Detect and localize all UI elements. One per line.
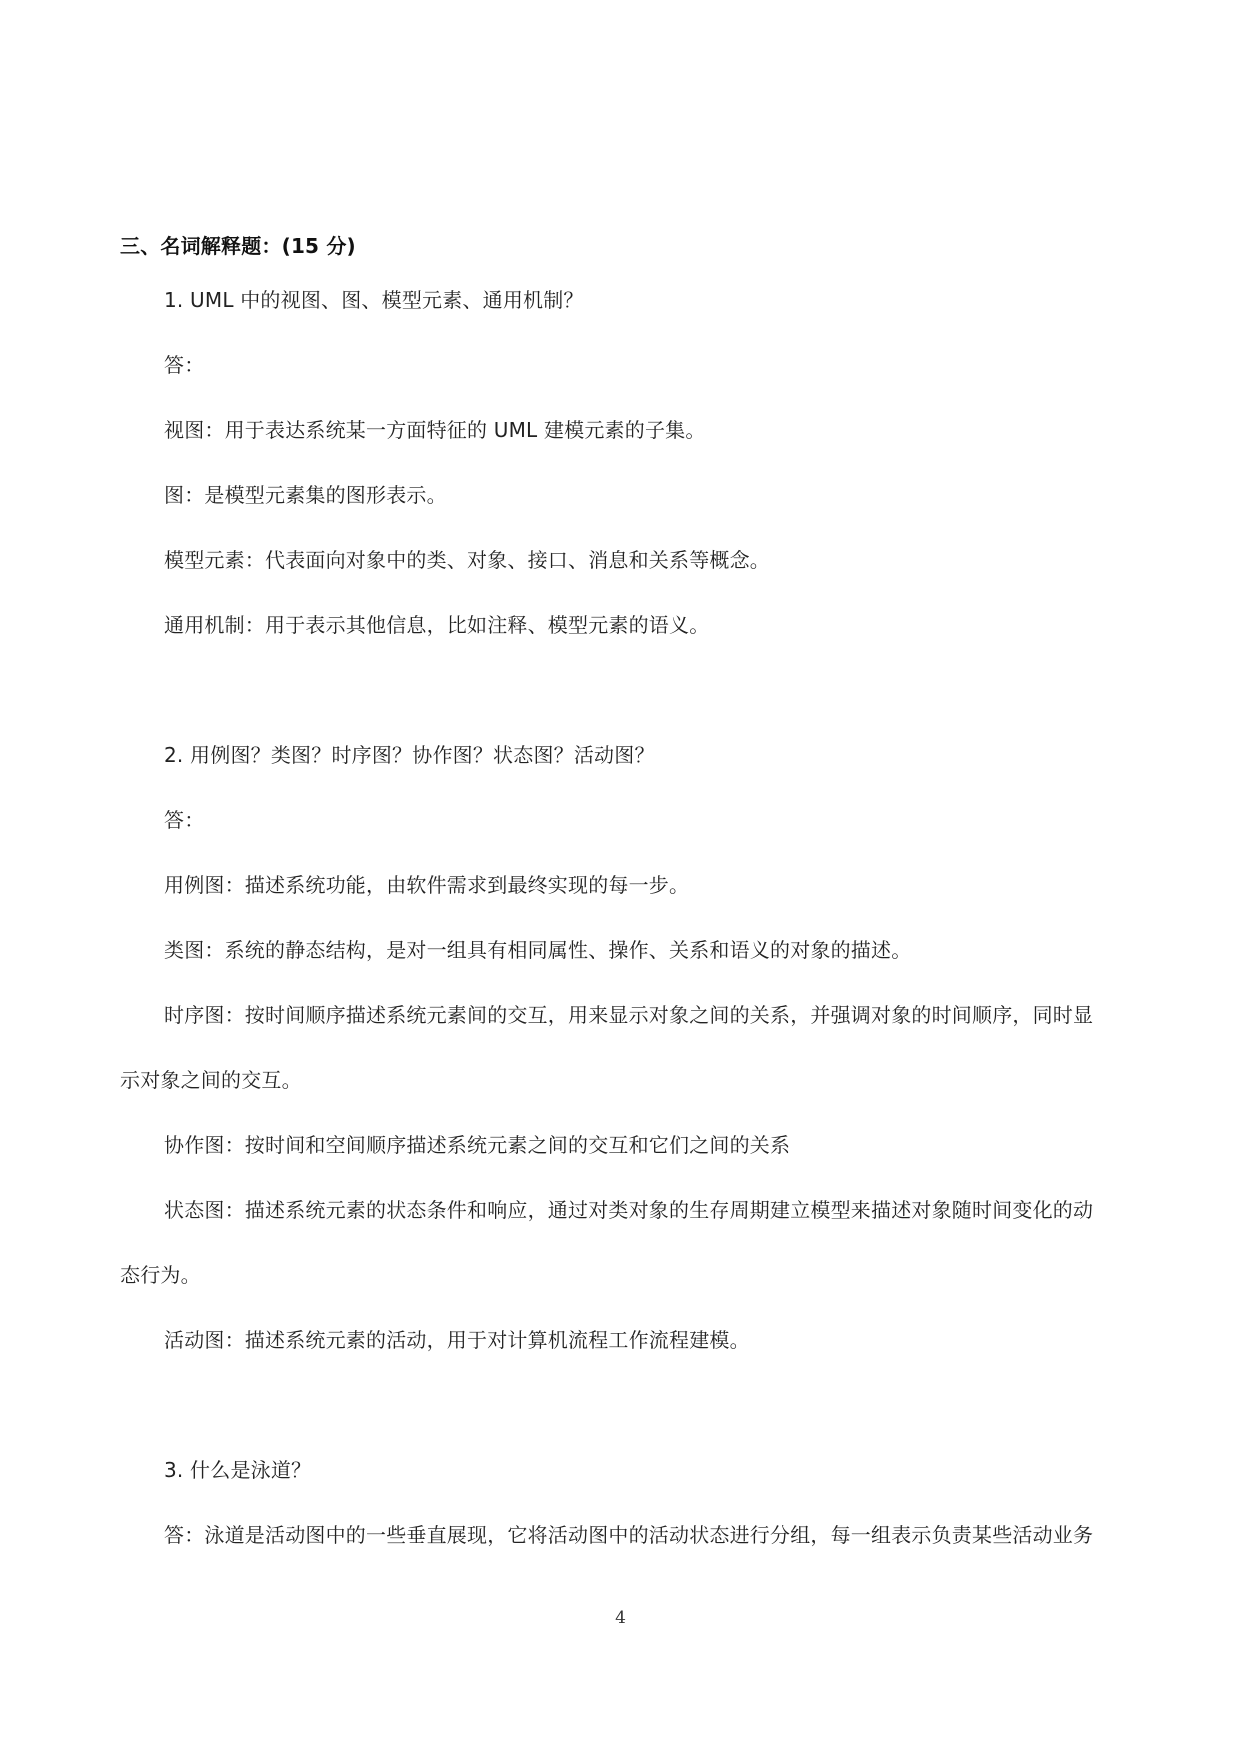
question-2-line-1: 用例图：描述系统功能，由软件需求到最终实现的每一步。: [164, 873, 690, 897]
page-number: 4: [615, 1608, 626, 1628]
question-2-answer-label: 答：: [164, 808, 205, 832]
question-2-line-8: 活动图：描述系统元素的活动，用于对计算机流程工作流程建模。: [164, 1328, 750, 1352]
question-2-line-3: 时序图：按时间顺序描述系统元素间的交互，用来显示对象之间的关系，并强调对象的时间顺序，同时显: [164, 1003, 1094, 1027]
question-2-line-2: 类图：系统的静态结构，是对一组具有相同属性、操作、关系和语义的对象的描述。: [164, 938, 912, 962]
question-2-line-6: 状态图：描述系统元素的状态条件和响应，通过对类对象的生存周期建立模型来描述对象随时间变化的动: [164, 1198, 1094, 1222]
question-1-line-1: 视图：用于表达系统某一方面特征的 UML 建模元素的子集。: [164, 418, 706, 442]
question-1-answer-label: 答：: [164, 353, 205, 377]
question-2-line-5: 协作图：按时间和空间顺序描述系统元素之间的交互和它们之间的关系: [164, 1133, 791, 1157]
question-2-line-4: 示对象之间的交互。: [120, 1068, 302, 1092]
question-1-line-3: 模型元素：代表面向对象中的类、对象、接口、消息和关系等概念。: [164, 548, 770, 572]
question-1-line-4: 通用机制：用于表示其他信息，比如注释、模型元素的语义。: [164, 613, 710, 637]
question-2-line-7: 态行为。: [120, 1263, 201, 1287]
question-1-title: 1. UML 中的视图、图、模型元素、通用机制？: [164, 288, 584, 312]
question-3-line-1: 答：泳道是活动图中的一些垂直展现，它将活动图中的活动状态进行分组，每一组表示负责某些活动业务: [164, 1523, 1094, 1547]
section-heading: 三、名词解释题：(15 分): [120, 234, 356, 258]
question-3-title: 3. 什么是泳道？: [164, 1458, 312, 1482]
question-1-line-2: 图：是模型元素集的图形表示。: [164, 483, 447, 507]
question-2-title: 2. 用例图？类图？时序图？协作图？状态图？活动图？: [164, 743, 655, 767]
